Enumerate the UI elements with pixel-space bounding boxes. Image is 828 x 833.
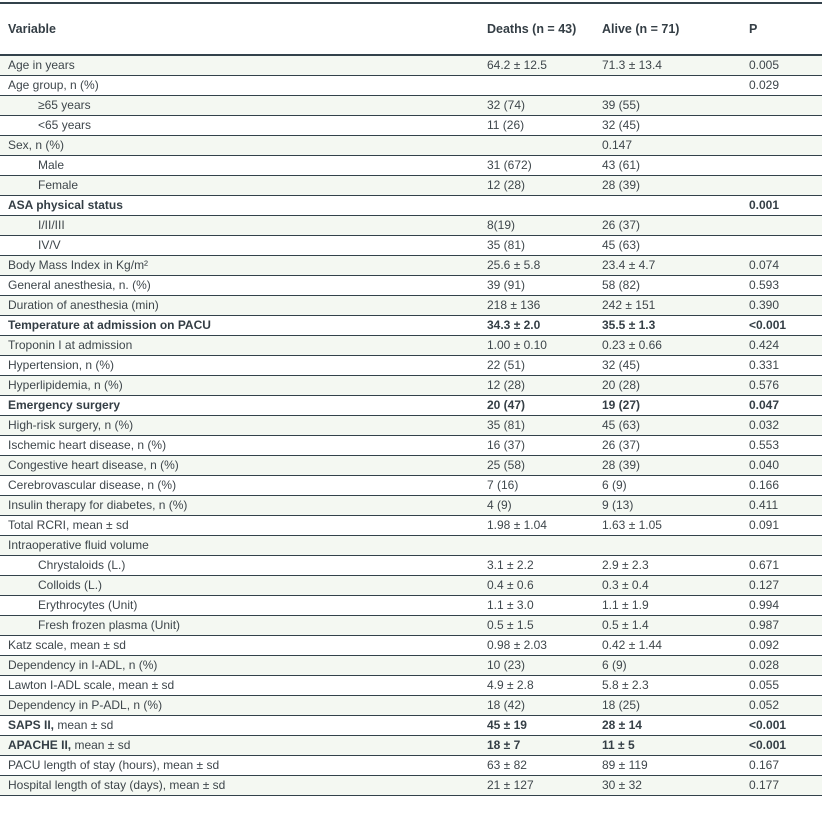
table-row <box>0 495 822 515</box>
p-cell: 0.166 <box>749 475 822 495</box>
variable-cell <box>0 335 487 355</box>
p-cell: 0.047 <box>749 395 822 415</box>
table-row <box>0 715 822 735</box>
p-cell <box>749 535 822 555</box>
deaths-cell <box>487 535 602 555</box>
variable-cell <box>0 315 487 335</box>
deaths-cell: 18 ± 7 <box>487 735 602 755</box>
table-row <box>0 535 822 555</box>
table-row <box>0 375 822 395</box>
deaths-cell: 12 (28) <box>487 175 602 195</box>
table-row <box>0 755 822 775</box>
deaths-cell: 1.98 ± 1.04 <box>487 515 602 535</box>
alive-cell: 1.63 ± 1.05 <box>602 515 749 535</box>
variable-label-bold: Emergency surgery <box>8 398 121 412</box>
deaths-cell: 35 (81) <box>487 415 602 435</box>
p-cell: 0.331 <box>749 355 822 375</box>
variable-cell <box>0 275 487 295</box>
deaths-cell: 10 (23) <box>487 655 602 675</box>
variable-label: mean ± sd <box>71 738 131 752</box>
variable-cell <box>0 455 487 475</box>
alive-cell: 43 (61) <box>602 155 749 175</box>
deaths-cell: 45 ± 19 <box>487 715 602 735</box>
variable-cell <box>0 635 487 655</box>
table-row <box>0 455 822 475</box>
deaths-cell: 39 (91) <box>487 275 602 295</box>
alive-cell: 45 (63) <box>602 235 749 255</box>
p-cell: 0.055 <box>749 675 822 695</box>
deaths-cell <box>487 75 602 95</box>
alive-cell: 19 (27) <box>602 395 749 415</box>
alive-cell: 35.5 ± 1.3 <box>602 315 749 335</box>
table-header <box>0 3 822 55</box>
variable-cell <box>0 415 487 435</box>
variable-label: Age in years <box>8 58 75 73</box>
table-row <box>0 195 822 215</box>
alive-cell: 2.9 ± 2.3 <box>602 555 749 575</box>
deaths-cell: 25.6 ± 5.8 <box>487 255 602 275</box>
variable-label: Dependency in I-ADL, n (%) <box>8 658 158 672</box>
table-row <box>0 415 822 435</box>
variable-label: High-risk surgery, n (%) <box>8 418 134 432</box>
alive-cell <box>602 75 749 95</box>
alive-cell: 242 ± 151 <box>602 295 749 315</box>
p-cell: 0.052 <box>749 695 822 715</box>
p-cell: 0.167 <box>749 755 822 775</box>
alive-cell: 5.8 ± 2.3 <box>602 675 749 695</box>
deaths-cell: 21 ± 127 <box>487 775 602 795</box>
table-row <box>0 55 822 75</box>
variable-label: ≥65 years <box>38 98 91 112</box>
alive-cell: 39 (55) <box>602 95 749 115</box>
alive-cell: 30 ± 32 <box>602 775 749 795</box>
alive-cell: 26 (37) <box>602 215 749 235</box>
variable-cell <box>0 55 487 75</box>
variable-label-bold: APACHE II, <box>8 738 72 752</box>
alive-cell: 9 (13) <box>602 495 749 515</box>
alive-cell <box>602 535 749 555</box>
p-cell <box>749 235 822 255</box>
deaths-cell: 12 (28) <box>487 375 602 395</box>
p-cell <box>749 135 822 155</box>
variable-label: IV/V <box>38 238 61 252</box>
alive-cell: 45 (63) <box>602 415 749 435</box>
alive-cell: 6 (9) <box>602 475 749 495</box>
variable-label: Total RCRI, mean ± sd <box>8 518 129 532</box>
deaths-cell: 3.1 ± 2.2 <box>487 555 602 575</box>
variable-label: Ischemic heart disease, n (%) <box>8 438 167 452</box>
variable-label: Erythrocytes (Unit) <box>38 598 138 612</box>
column-header-alive: Alive (n = 71) <box>602 3 749 55</box>
variable-cell <box>0 755 487 775</box>
table-row <box>0 635 822 655</box>
alive-cell: 32 (45) <box>602 355 749 375</box>
p-cell: 0.576 <box>749 375 822 395</box>
alive-cell: 71.3 ± 13.4 <box>602 55 749 75</box>
p-cell: <0.001 <box>749 315 822 335</box>
variable-label: <65 years <box>38 118 92 132</box>
variable-cell <box>0 475 487 495</box>
alive-cell: 0.23 ± 0.66 <box>602 335 749 355</box>
deaths-cell: 7 (16) <box>487 475 602 495</box>
deaths-cell: 0.98 ± 2.03 <box>487 635 602 655</box>
p-cell: 0.411 <box>749 495 822 515</box>
alive-cell: 58 (82) <box>602 275 749 295</box>
p-cell: 0.005 <box>749 55 822 75</box>
p-cell: 0.390 <box>749 295 822 315</box>
deaths-cell: 35 (81) <box>487 235 602 255</box>
deaths-cell: 218 ± 136 <box>487 295 602 315</box>
p-cell <box>749 175 822 195</box>
alive-cell: 32 (45) <box>602 115 749 135</box>
deaths-cell: 22 (51) <box>487 355 602 375</box>
variable-cell <box>0 235 487 255</box>
deaths-cell <box>487 195 602 215</box>
p-cell: 0.671 <box>749 555 822 575</box>
deaths-cell: 16 (37) <box>487 435 602 455</box>
alive-cell: 0.5 ± 1.4 <box>602 615 749 635</box>
variable-label: Chrystaloids (L.) <box>38 558 126 572</box>
table-row <box>0 275 822 295</box>
column-header-variable: Variable <box>0 3 487 55</box>
variable-cell <box>0 655 487 675</box>
variable-cell <box>0 75 487 95</box>
p-cell <box>749 155 822 175</box>
p-cell: 0.553 <box>749 435 822 455</box>
variable-label: Congestive heart disease, n (%) <box>8 458 179 472</box>
alive-cell: 28 (39) <box>602 175 749 195</box>
p-cell: 0.074 <box>749 255 822 275</box>
table-row <box>0 555 822 575</box>
p-cell: 0.092 <box>749 635 822 655</box>
alive-cell: 23.4 ± 4.7 <box>602 255 749 275</box>
table-row <box>0 615 822 635</box>
variable-label: mean ± sd <box>54 718 114 732</box>
alive-cell: 0.3 ± 0.4 <box>602 575 749 595</box>
variable-cell <box>0 155 487 175</box>
variable-cell <box>0 775 487 795</box>
table-row <box>0 95 822 115</box>
p-cell: 0.091 <box>749 515 822 535</box>
variable-cell <box>0 675 487 695</box>
variable-cell <box>0 195 487 215</box>
variable-cell <box>0 535 487 555</box>
deaths-cell: 64.2 ± 12.5 <box>487 55 602 75</box>
variable-cell <box>0 355 487 375</box>
table-row <box>0 675 822 695</box>
table-row <box>0 115 822 135</box>
variable-label: Cerebrovascular disease, n (%) <box>8 478 177 492</box>
table-row <box>0 335 822 355</box>
variable-label: PACU length of stay (hours), mean ± sd <box>8 758 220 772</box>
alive-cell <box>602 195 749 215</box>
table-row <box>0 75 822 95</box>
variable-label-bold: Temperature at admission on PACU <box>8 318 211 332</box>
p-cell: 0.994 <box>749 595 822 615</box>
p-cell: <0.001 <box>749 735 822 755</box>
variable-label: Duration of anesthesia (min) <box>8 298 159 312</box>
table-row <box>0 595 822 615</box>
table-row <box>0 135 822 155</box>
variable-label: Katz scale, mean ± sd <box>8 638 126 652</box>
table-body <box>0 55 822 795</box>
deaths-cell: 25 (58) <box>487 455 602 475</box>
table-row <box>0 695 822 715</box>
variable-label: Intraoperative fluid volume <box>8 538 149 552</box>
variable-label: Troponin I at admission <box>8 338 133 352</box>
variable-cell <box>0 495 487 515</box>
deaths-cell: 0.5 ± 1.5 <box>487 615 602 635</box>
variable-cell <box>0 395 487 415</box>
variable-cell <box>0 575 487 595</box>
variable-cell <box>0 735 487 755</box>
table-row <box>0 575 822 595</box>
p-cell: 0.001 <box>749 195 822 215</box>
variable-cell <box>0 215 487 235</box>
variable-label: I/II/III <box>38 218 65 232</box>
variable-label: Hospital length of stay (days), mean ± sd <box>8 778 226 792</box>
table-row <box>0 775 822 795</box>
table-row <box>0 215 822 235</box>
deaths-cell: 1.00 ± 0.10 <box>487 335 602 355</box>
variable-label-bold: ASA physical status <box>8 198 123 212</box>
table-row <box>0 735 822 755</box>
variable-cell <box>0 175 487 195</box>
deaths-cell: 31 (672) <box>487 155 602 175</box>
comparison-table <box>0 2 822 796</box>
variable-label: Body Mass Index in Kg/m² <box>8 258 149 272</box>
variable-label: Sex, n (%) <box>8 138 65 152</box>
alive-cell: 0.147 <box>602 135 749 155</box>
variable-label: Fresh frozen plasma (Unit) <box>38 618 181 632</box>
deaths-cell: 8(19) <box>487 215 602 235</box>
variable-cell <box>0 695 487 715</box>
alive-cell: 28 (39) <box>602 455 749 475</box>
p-cell: 0.177 <box>749 775 822 795</box>
alive-cell: 89 ± 119 <box>602 755 749 775</box>
p-cell: 0.029 <box>749 75 822 95</box>
table-row <box>0 175 822 195</box>
deaths-cell: 4 (9) <box>487 495 602 515</box>
table-row <box>0 355 822 375</box>
p-cell: 0.127 <box>749 575 822 595</box>
deaths-cell: 34.3 ± 2.0 <box>487 315 602 335</box>
variable-cell <box>0 435 487 455</box>
p-cell: 0.424 <box>749 335 822 355</box>
variable-cell <box>0 95 487 115</box>
variable-label: Colloids (L.) <box>38 578 103 592</box>
p-cell: 0.032 <box>749 415 822 435</box>
p-cell: 0.040 <box>749 455 822 475</box>
variable-label: General anesthesia, n. (%) <box>8 278 151 292</box>
column-header-p: P <box>749 3 822 55</box>
table-row <box>0 315 822 335</box>
table-row <box>0 155 822 175</box>
table-row <box>0 515 822 535</box>
variable-cell <box>0 295 487 315</box>
p-cell: 0.987 <box>749 615 822 635</box>
deaths-cell: 18 (42) <box>487 695 602 715</box>
deaths-cell: 11 (26) <box>487 115 602 135</box>
variable-label: Age group, n (%) <box>8 78 99 92</box>
p-cell: 0.593 <box>749 275 822 295</box>
p-cell: 0.028 <box>749 655 822 675</box>
table-row <box>0 235 822 255</box>
deaths-cell: 20 (47) <box>487 395 602 415</box>
deaths-cell <box>487 135 602 155</box>
column-header-deaths: Deaths (n = 43) <box>487 3 602 55</box>
alive-cell: 11 ± 5 <box>602 735 749 755</box>
alive-cell: 0.42 ± 1.44 <box>602 635 749 655</box>
p-cell <box>749 115 822 135</box>
variable-cell <box>0 615 487 635</box>
table-row <box>0 395 822 415</box>
deaths-cell: 63 ± 82 <box>487 755 602 775</box>
alive-cell: 18 (25) <box>602 695 749 715</box>
variable-cell <box>0 115 487 135</box>
variable-cell <box>0 135 487 155</box>
variable-label: Lawton I-ADL scale, mean ± sd <box>8 678 175 692</box>
p-cell: <0.001 <box>749 715 822 735</box>
table-row <box>0 655 822 675</box>
variable-label: Male <box>38 158 65 172</box>
deaths-cell: 4.9 ± 2.8 <box>487 675 602 695</box>
alive-cell: 1.1 ± 1.9 <box>602 595 749 615</box>
table-row <box>0 255 822 275</box>
variable-cell <box>0 555 487 575</box>
variable-label: Hyperlipidemia, n (%) <box>8 378 123 392</box>
variable-label: Female <box>38 178 79 192</box>
p-cell <box>749 95 822 115</box>
variable-cell <box>0 595 487 615</box>
header-row <box>0 3 822 55</box>
table-row <box>0 475 822 495</box>
variable-label: Dependency in P-ADL, n (%) <box>8 698 163 712</box>
deaths-cell: 0.4 ± 0.6 <box>487 575 602 595</box>
variable-cell <box>0 375 487 395</box>
deaths-cell: 32 (74) <box>487 95 602 115</box>
p-cell <box>749 215 822 235</box>
variable-cell <box>0 715 487 735</box>
variable-label: Insulin therapy for diabetes, n (%) <box>8 498 188 512</box>
variable-cell <box>0 255 487 275</box>
table-row <box>0 435 822 455</box>
alive-cell: 6 (9) <box>602 655 749 675</box>
variable-label-bold: SAPS II, <box>8 718 55 732</box>
variable-cell <box>0 515 487 535</box>
deaths-cell: 1.1 ± 3.0 <box>487 595 602 615</box>
table-row <box>0 295 822 315</box>
alive-cell: 20 (28) <box>602 375 749 395</box>
alive-cell: 26 (37) <box>602 435 749 455</box>
variable-label: Hypertension, n (%) <box>8 358 115 372</box>
alive-cell: 28 ± 14 <box>602 715 749 735</box>
